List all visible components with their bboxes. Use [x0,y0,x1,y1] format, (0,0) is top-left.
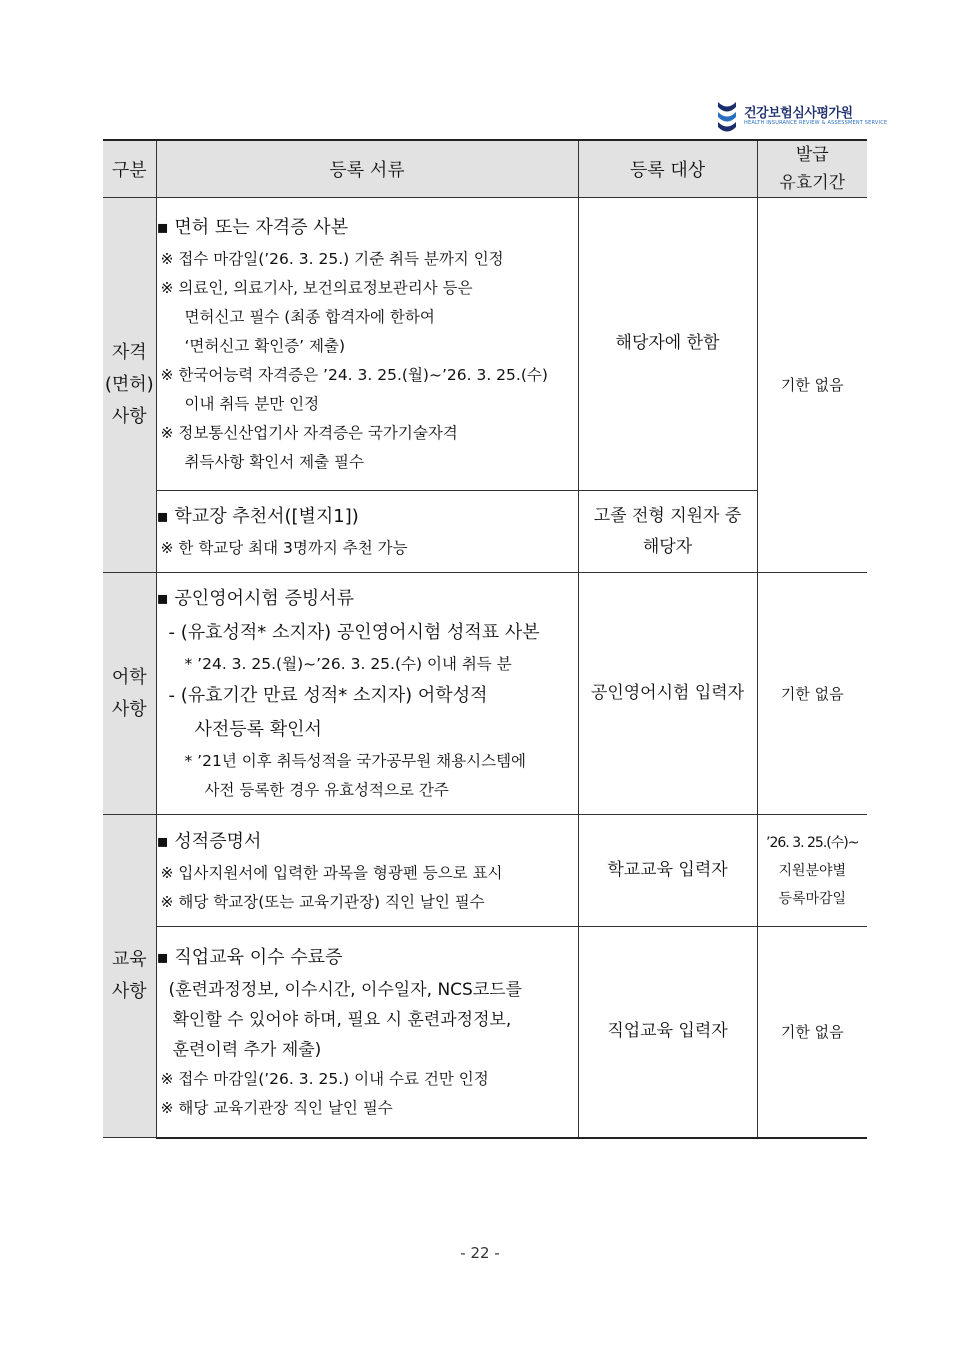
table-row [103,491,867,573]
target-cell: 공인영어시험 입력자 [578,573,757,815]
logo-name: 건강보험심사평가원 [744,106,853,121]
table-row [103,198,867,491]
note: ※ 해당 학교장(또는 교육기관장) 직인 날인 필수 [160,892,485,911]
footnote-continued: 사전 등록한 경우 유효성적으로 간주 [204,781,449,799]
category-qualification: 자격 (면허) 사항 [103,198,156,573]
category-education: 교육 사항 [103,815,156,1138]
validity-cell: 기한 없음 [757,927,867,1138]
logo [714,100,888,134]
doc-title: ▪ 공인영어시험 증빙서류 [156,588,355,609]
recommendation-document-cell [156,491,578,573]
footnote: * ’21년 이후 취득성적을 국가공무원 채용시스템에 [184,752,527,770]
note-continued: 면허신고 필수 (최종 합격자에 한하여 [184,308,435,326]
page-number: - 22 - [460,1244,500,1262]
logo-subtitle: HEALTH INSURANCE REVIEW & ASSESSMENT SERVICE [744,120,888,126]
doc-title: ▪ 학교장 추천서([별지1]) [156,506,359,527]
validity-cell: 기한 없음 [757,573,867,815]
vocational-document-cell [156,927,578,1138]
note: ※ 접수 마감일(’26. 3. 25.) 이내 수료 건만 인정 [160,1069,489,1088]
doc-title: ▪ 직업교육 이수 수료증 [156,946,343,968]
table-row [103,927,867,1138]
note: ※ 한 학교당 최대 3명까지 추천 가능 [160,539,408,557]
sub-item-continued: 사전등록 확인서 [194,719,322,740]
table-header-row [103,140,867,198]
note-continued: ‘면허신고 확인증’ 제출) [184,337,346,355]
sub-item: - (유효성적* 소지자) 공인영어시험 성적표 사본 [168,622,540,643]
note: ※ 한국어능력 자격증은 ’24. 3. 25.(월)~’26. 3. 25.(수) [160,366,548,384]
note: ※ 해당 교육기관장 직인 날인 필수 [160,1098,393,1117]
note-continued: 취득사항 확인서 제출 필수 [184,453,364,471]
transcript-document-cell [156,815,578,927]
validity-cell: ’26. 3. 25.(수)~ 지원분야별 등록마감일 [757,815,867,927]
note: ※ 의료인, 의료기사, 보건의료정보관리사 등은 [160,279,473,297]
footnote: * ’24. 3. 25.(월)~’26. 3. 25.(수) 이내 취득 분 [184,655,512,673]
doc-title: ▪ 면허 또는 자격증 사본 [156,217,349,238]
doc-detail: 확인할 수 있어야 하며, 필요 시 훈련과정정보, [172,1009,512,1030]
note-continued: 이내 취득 분만 인정 [184,395,320,413]
sub-item: - (유효기간 만료 성적* 소지자) 어학성적 [168,685,488,706]
english-document-cell [156,573,578,815]
target-cell: 해당자에 한함 [578,198,757,491]
document-table [103,139,867,1139]
target-cell: 직업교육 입력자 [578,927,757,1138]
table-row [103,815,867,927]
category-language: 어학 사항 [103,573,156,815]
target-cell: 고졸 전형 지원자 중 해당자 [578,491,757,573]
header-validity: 발급 유효기간 [757,140,867,198]
doc-title: ▪ 성적증명서 [156,830,262,852]
target-cell: 학교교육 입력자 [578,815,757,927]
table-row [103,573,867,815]
doc-detail: 훈련이력 추가 제출) [172,1039,322,1060]
logo-emblem-icon [714,100,740,134]
note: ※ 입사지원서에 입력한 과목을 형광펜 등으로 표시 [160,863,503,882]
license-document-cell [156,198,578,491]
note: ※ 접수 마감일(’26. 3. 25.) 기준 취득 분까지 인정 [160,250,504,268]
header-target: 등록 대상 [578,140,757,198]
note: ※ 정보통신산업기사 자격증은 국가기술자격 [160,424,458,442]
header-category: 구분 [103,140,156,198]
doc-detail: (훈련과정정보, 이수시간, 이수일자, NCS코드를 [168,979,523,1000]
validity-cell: 기한 없음 [757,198,867,573]
header-documents: 등록 서류 [156,140,578,198]
